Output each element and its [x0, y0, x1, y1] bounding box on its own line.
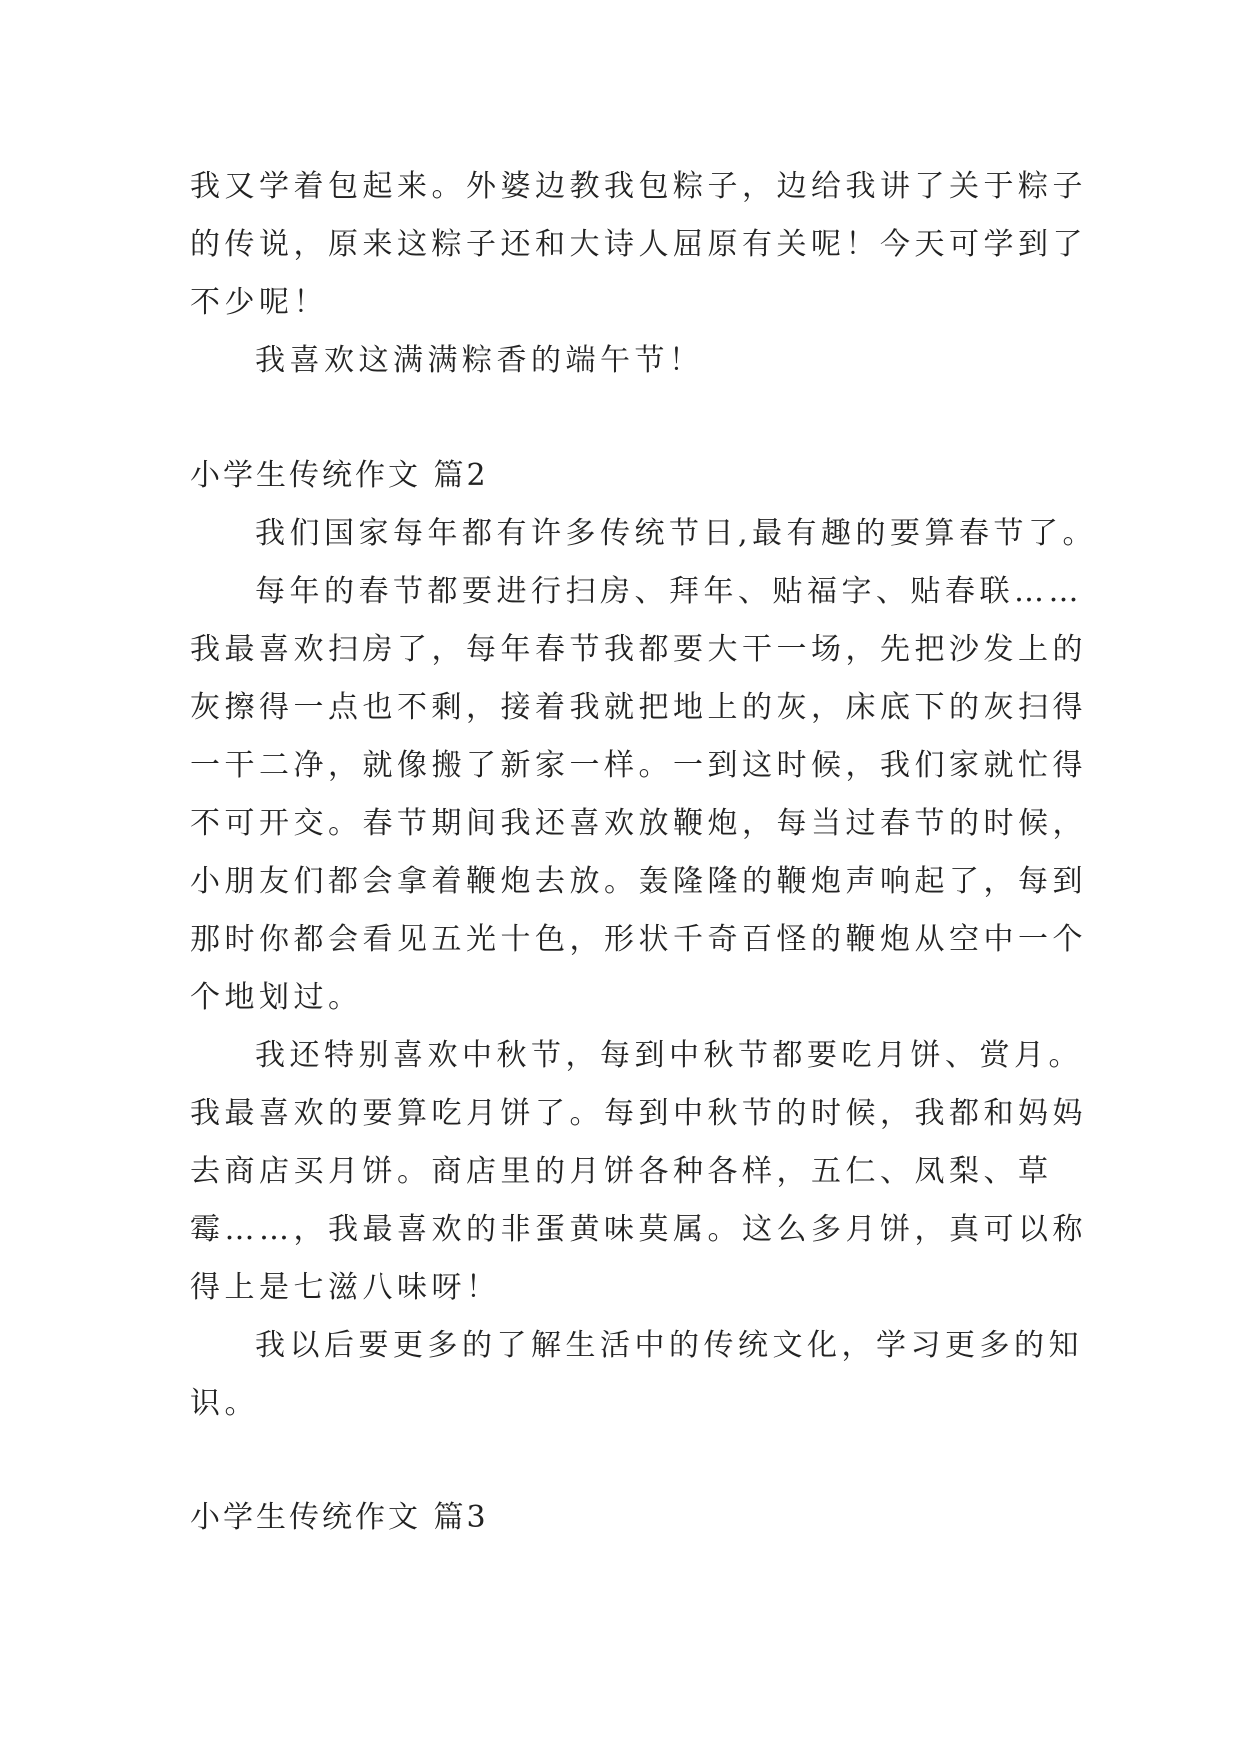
text-line: 那时你都会看见五光十色，形状千奇百怪的鞭炮从空中一个 [190, 922, 1087, 957]
text-line: 每年的春节都要进行扫房、拜年、贴福字、贴春联…… [255, 574, 1083, 609]
text-line: 我最喜欢的要算吃月饼了。每到中秋节的时候，我都和妈妈 [190, 1096, 1087, 1131]
text-line: 我又学着包起来。外婆边教我包粽子，边给我讲了关于粽子 [190, 169, 1087, 204]
text-line: 我以后要更多的了解生活中的传统文化，学习更多的知 [255, 1328, 1083, 1363]
text-line: 识。 [190, 1386, 259, 1421]
section-heading: 小学生传统作文 篇2 [190, 458, 489, 493]
text-line: 我们国家每年都有许多传统节日,最有趣的要算春节了。 [255, 516, 1098, 551]
text-line: 的传说，原来这粽子还和大诗人屈原有关呢！今天可学到了 [190, 227, 1087, 262]
text-line: 不少呢！ [190, 285, 328, 320]
text-line: 一干二净，就像搬了新家一样。一到这时候，我们家就忙得 [190, 748, 1087, 783]
text-line: 不可开交。春节期间我还喜欢放鞭炮，每当过春节的时候， [190, 806, 1087, 841]
text-line: 我最喜欢扫房了，每年春节我都要大干一场，先把沙发上的 [190, 632, 1087, 667]
section-heading: 小学生传统作文 篇3 [190, 1500, 489, 1535]
text-line: 灰擦得一点也不剩，接着我就把地上的灰，床底下的灰扫得 [190, 690, 1087, 725]
text-line: 小朋友们都会拿着鞭炮去放。轰隆隆的鞭炮声响起了，每到 [190, 864, 1087, 899]
text-line: 去商店买月饼。商店里的月饼各种各样，五仁、凤梨、草 [190, 1154, 1053, 1189]
text-line: 我还特别喜欢中秋节，每到中秋节都要吃月饼、赏月。 [255, 1038, 1083, 1073]
text-line: 霉……，我最喜欢的非蛋黄味莫属。这么多月饼，真可以称 [190, 1212, 1087, 1247]
text-line: 得上是七滋八味呀！ [190, 1270, 501, 1305]
text-line: 我喜欢这满满粽香的端午节！ [255, 343, 704, 378]
text-line: 个地划过。 [190, 980, 363, 1015]
